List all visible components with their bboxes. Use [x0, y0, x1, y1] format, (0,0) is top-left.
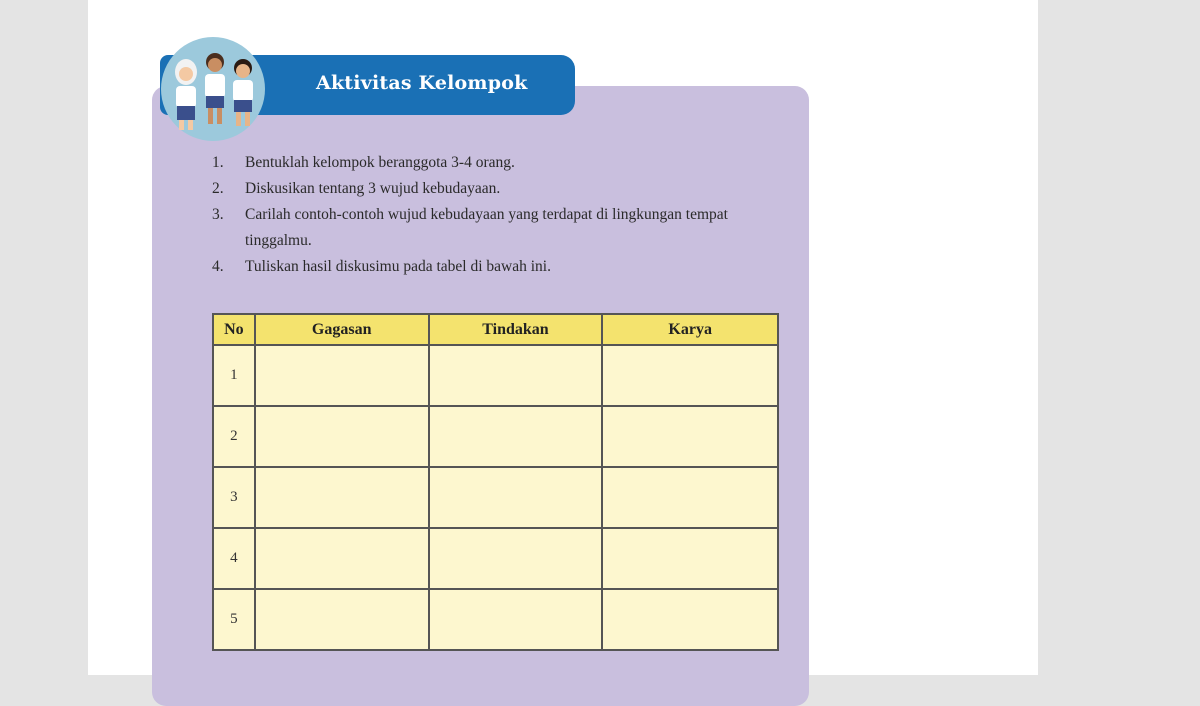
gagasan-cell[interactable] — [255, 528, 429, 589]
row-number: 1 — [213, 345, 255, 406]
row-number: 5 — [213, 589, 255, 650]
karya-cell[interactable] — [602, 528, 778, 589]
activity-table-container — [212, 313, 779, 651]
tindakan-cell[interactable] — [429, 528, 603, 589]
table-row — [213, 528, 778, 589]
column-header-gagasan: Gagasan — [255, 314, 429, 345]
gagasan-cell[interactable] — [255, 345, 429, 406]
tindakan-cell[interactable] — [429, 345, 603, 406]
column-header-no: No — [213, 314, 255, 345]
tindakan-cell[interactable] — [429, 589, 603, 650]
karya-cell[interactable] — [602, 345, 778, 406]
instruction-item — [212, 176, 792, 202]
karya-cell[interactable] — [602, 589, 778, 650]
karya-cell[interactable] — [602, 467, 778, 528]
instruction-text: Bentuklah kelompok beranggota 3-4 orang. — [245, 154, 515, 171]
table-row — [213, 467, 778, 528]
instruction-list — [212, 150, 792, 280]
student-girl-icon — [175, 59, 197, 130]
table-row — [213, 345, 778, 406]
students-illustration-icon — [158, 34, 268, 144]
row-number: 3 — [213, 467, 255, 528]
column-header-karya: Karya — [602, 314, 778, 345]
table-row — [213, 406, 778, 467]
instruction-number: 1. — [212, 154, 224, 171]
gagasan-cell[interactable] — [255, 467, 429, 528]
instruction-number: 3. — [212, 206, 224, 223]
instruction-item — [212, 150, 792, 176]
instruction-number: 2. — [212, 180, 224, 197]
instruction-text: Tuliskan hasil diskusimu pada tabel di bawah ini. — [245, 258, 551, 275]
instruction-item — [212, 254, 792, 280]
karya-cell[interactable] — [602, 406, 778, 467]
table-header-row — [213, 314, 778, 345]
instruction-item — [212, 202, 792, 254]
gagasan-cell[interactable] — [255, 406, 429, 467]
gagasan-cell[interactable] — [255, 589, 429, 650]
tindakan-cell[interactable] — [429, 467, 603, 528]
activity-title: Aktivitas Kelompok — [316, 72, 528, 94]
table-row — [213, 589, 778, 650]
instruction-text: Carilah contoh-contoh wujud kebudayaan yang terdapat di lingkungan tempat tinggalmu. — [245, 206, 728, 249]
row-number: 2 — [213, 406, 255, 467]
tindakan-cell[interactable] — [429, 406, 603, 467]
instruction-text: Diskusikan tentang 3 wujud kebudayaan. — [245, 180, 501, 197]
activity-table — [212, 313, 779, 651]
column-header-tindakan: Tindakan — [429, 314, 603, 345]
instruction-number: 4. — [212, 258, 224, 275]
row-number: 4 — [213, 528, 255, 589]
